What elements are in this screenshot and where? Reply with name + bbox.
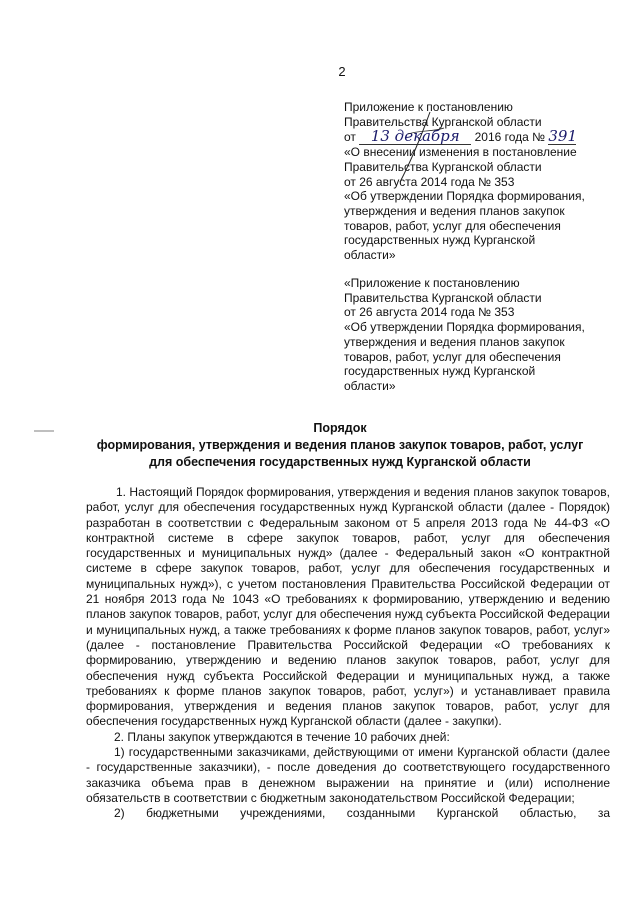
document-body: [86, 485, 610, 822]
appendix-line: Приложение к постановлению: [344, 100, 513, 114]
appendix-line: Правительства Курганской области: [344, 114, 542, 129]
appendix-line: государственных нужд Курганской: [344, 364, 536, 379]
date-suffix: 2016 года №: [474, 130, 546, 145]
appendix-line: Правительства Курганской области: [344, 290, 542, 305]
page-number: 2: [338, 64, 346, 79]
signature-stroke: [360, 104, 470, 184]
paragraph: 2) бюджетными учреждениями, созданными Курганской областью, за: [114, 806, 610, 821]
appendix-line: товаров, работ, услуг для обеспечения: [344, 349, 561, 364]
title-line: для обеспечения государственных нужд Курганской области: [149, 455, 531, 469]
appendix-line: Правительства Курганской области: [344, 159, 542, 174]
handwritten-number: 391: [548, 127, 578, 146]
appendix-line: «Об утверждении Порядка формирования,: [344, 189, 585, 204]
appendix-line: утверждения и ведения планов закупок: [344, 203, 565, 218]
title-line: формирования, утверждения и ведения планов закупок товаров, работ, услуг: [96, 438, 584, 452]
appendix-line: «Об утверждении Порядка формирования,: [344, 320, 585, 335]
appendix-line: «Приложение к постановлению: [344, 276, 520, 290]
document-title: [60, 420, 620, 471]
handwritten-date: 13 декабря: [359, 129, 471, 145]
appendix-line: утверждения и ведения планов закупок: [344, 334, 565, 349]
appendix-line: от 26 августа 2014 года № 353: [344, 174, 515, 189]
paragraph: 1) государственными заказчиками, действующими от имени Курганской области (далее - государственные заказчики), - после доведения до соответствующего государственного заказчика объема прав в денежном выражении на принятие и (или) исполнение обязательств в соответствии с бюджетным законодательством Российской Федерации;: [86, 745, 610, 805]
appendix-line: товаров, работ, услуг для обеспечения: [344, 218, 561, 233]
title-line: Порядок: [313, 421, 367, 435]
date-prefix: от: [344, 130, 356, 145]
paragraph: 1. Настоящий Порядок формирования, утверждения и ведения планов закупок товаров, работ, услуг для обеспечения государственных нужд Курганской области (далее - Порядок) разработан в соответствии с Федеральным законом от 5 апреля 2013 года № 44-ФЗ «О контрактной системе в сфере закупок товаров, работ, услуг для обеспечения государственных и муниципальных нужд» (далее - Федеральный закон «О контрактной системе в сфере закупок товаров, работ, услуг для обеспечения государственных и муниципальных нужд»), с учетом постановления Правительства Российской Федерации от 21 ноября 2013 года № 1043 «О требованиях к формированию, утверждению и ведению планов закупок товаров, работ, услуг для обеспечения нужд субъекта Российской Федерации и муниципальных нужд, а также требованиях к форме планов закупок товаров, работ, услуг» (далее - постановление Правительства Российской Федерации «О требованиях к формированию, утверждению и ведению планов закупок товаров, работ, услуг для обеспечения нужд субъекта Российской Федерации и муниципальных нужд, а также требованиях к форме планов закупок товаров, работ, услуг») и устанавливает правила формирования, утверждения и ведения планов закупок товаров, работ, услуг для обеспечения государственных нужд Курганской области (далее - закупки).: [86, 485, 610, 729]
appendix-line: от 26 августа 2014 года № 353: [344, 305, 515, 320]
appendix-line: области»: [344, 248, 396, 263]
original-appendix-header: [344, 276, 614, 394]
appendix-line: «О внесении изменения в постановление: [344, 145, 577, 160]
appendix-line: государственных нужд Курганской: [344, 233, 536, 248]
paragraph: 2. Планы закупок утверждаются в течение 10 рабочих дней:: [114, 729, 450, 744]
margin-mark: [34, 428, 54, 434]
appendix-line: области»: [344, 378, 396, 393]
